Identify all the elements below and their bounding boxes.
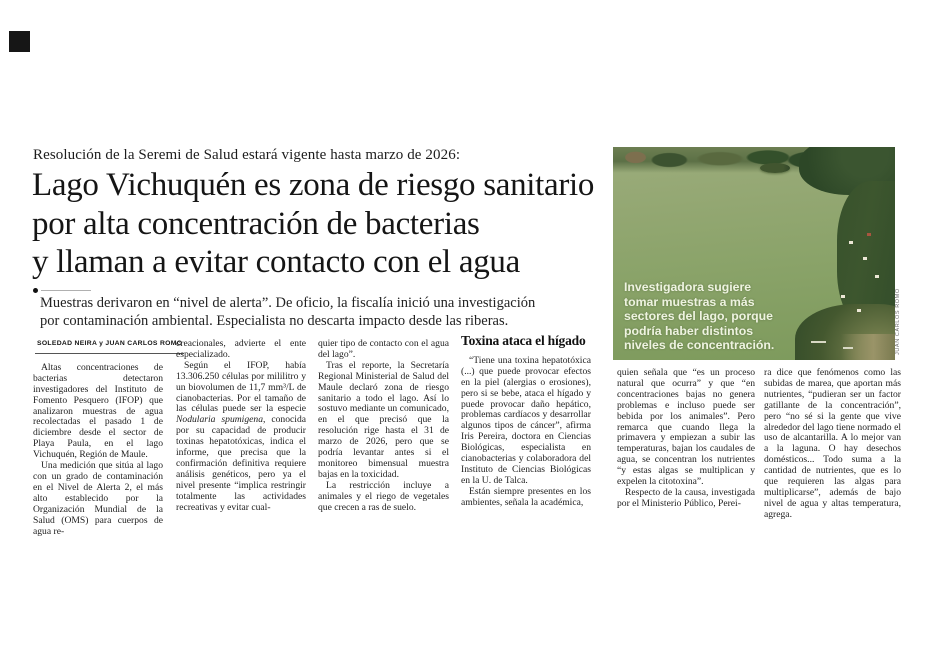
caption-line: podría haber distintos [624, 323, 754, 338]
subhead-line-2: por contaminación ambiental. Especialista no descarta impacto desde las riberas. [40, 312, 509, 329]
column-1 [33, 337, 183, 537]
caption-line: sectores del lago, porque [624, 309, 773, 324]
photo-caption [624, 280, 774, 353]
body-paragraph: quier tipo de contacto con el agua del lago”. [318, 338, 449, 360]
body-paragraph: Respecto de la causa, investigada por el Ministerio Público, Perei- [617, 486, 755, 509]
subhead [40, 295, 535, 330]
caption-line: Investigadora sugiere [624, 280, 752, 295]
house-speck [841, 295, 845, 298]
column-5 [617, 368, 755, 510]
small-island [760, 163, 790, 173]
rule-line [41, 290, 91, 291]
column-6 [764, 368, 901, 521]
bullet-dot [33, 288, 38, 293]
subhead-line-1: Muestras derivaron en “nivel de alerta”. De oficio, la fiscalía inició una investigación [40, 295, 536, 311]
byline: SOLEDAD NEIRA y JUAN CARLOS ROMO [35, 339, 184, 354]
house-speck [857, 309, 861, 312]
headline-line-2: por alta concentración de bacterias [32, 205, 480, 242]
kicker: Resolución de la Seremi de Salud estará vigente hasta marzo de 2026: [33, 147, 461, 163]
lake-aerial-photo [613, 147, 895, 360]
column-2 [176, 339, 306, 514]
body-paragraph: Tras el reporte, la Secretaría Regional Ministerial de Salud del Maule declaró zona de riesgo sanitario a todo el lago. Así lo sostuvo mediante un comunicado, en el que precisó que la resolución rige hasta el 31 de marzo de 2026, pero que se podría levantar antes si el monitoreo bimensual muestra bajas en la toxicidad. [318, 359, 449, 480]
dock [811, 341, 826, 343]
red-roof-house-speck [867, 233, 871, 236]
body-paragraph: “Tiene una toxina hepatotóxica (...) que puede provocar efectos en la piel (alergias o erosiones), pero si se bebe, ataca el hígado y puede provocar daño hepático, problemas cardíacos y desarrollar algunos tipos de cáncer”, afirma Iris Pereira, doctora en Ciencias Biológicas, especialista en cianobacterias y colaboradora del Instituto de Ciencias Biológicas en la U. de Talca. [461, 354, 591, 486]
section-subheading: Toxina ataca el hígado [461, 333, 586, 348]
corner-registration-mark [9, 31, 30, 52]
body-paragraph: Según el IFOP, había 13.306.250 células por mililitro y un biovolumen de 11,7 mm³/L de cianobacterias. Por el tamaño de las células puede ser la especie Nodularia spumigena, conocida por su capacidad de producir toxinas hepatotóxicas, indica el informe, que precisa que la confirmación definitiva requiere análisis genéticos, pero ya el nivel presente “implica restringir totalmente las actividades recreativas y evitar cual- [176, 359, 306, 513]
deck-rule [33, 287, 91, 293]
photo-credit: JUAN CARLOS ROMO [895, 288, 901, 355]
headline-line-3: y llaman a evitar contacto con el agua [32, 244, 520, 280]
caption-line: niveles de concentración. [624, 338, 775, 353]
body-paragraph: Están siempre presentes en los ambientes, señala la académica, [461, 485, 591, 508]
column-4 [461, 333, 591, 509]
body-paragraph: Altas concentraciones de bacterias detectaron investigadores del Instituto de Fomento Pesquero (IFOP) que analizaron muestras de agua recolectadas el pasado 1 de diciembre desde el sector de Playa Paula, en el lago Vichuquén, Región de Maule. [33, 361, 163, 461]
body-paragraph: quien señala que “es un proceso natural que ocurra” y que “en concentraciones bajas no genera problemas e incluso puede ser bebida por los animales”. Pero remarca que cuando llega la primavera y empiezan a subir las temperaturas, bajan los caudales de agua, se concentran los nutrientes “y estas algas se multiplican y expelen la citotoxina”. [617, 367, 755, 488]
house-speck [863, 257, 867, 260]
caption-line: tomar muestras a más [624, 294, 755, 309]
body-paragraph: Una medición que sitúa al lago con un grado de contaminación en el Nivel de Alerta 2, el más alto establecido por la Organización Mundial de la Salud (OMS) para cuerpos de agua re- [33, 460, 163, 537]
headline [32, 166, 594, 282]
body-paragraph: La restricción incluye a animales y el riego de vegetales que crecen a ras de suelo. [318, 479, 449, 513]
body-paragraph: ra dice que fenómenos como las subidas de marea, que aportan más nutrientes, “pudieran ser un factor gatillante de la concentración”, pero “no sé si la gente que vive alrededor del lago tiene normado el uso de alcantarilla. A lo mejor van a la laguna. O hay desechos domésticos... Todo suma a la cantidad de nutrientes, que es lo que requieren las algas para multiplicarse”, además de bajo nivel de agua y altas temperatura, agrega. [764, 367, 901, 520]
body-paragraph: creacionales, advierte el ente especializado. [176, 338, 306, 360]
dock [843, 347, 853, 349]
headline-line-1: Lago Vichuquén es zona de riesgo sanitario [32, 167, 595, 203]
column-3 [318, 339, 449, 514]
house-speck [849, 241, 853, 244]
house-speck [875, 275, 879, 278]
